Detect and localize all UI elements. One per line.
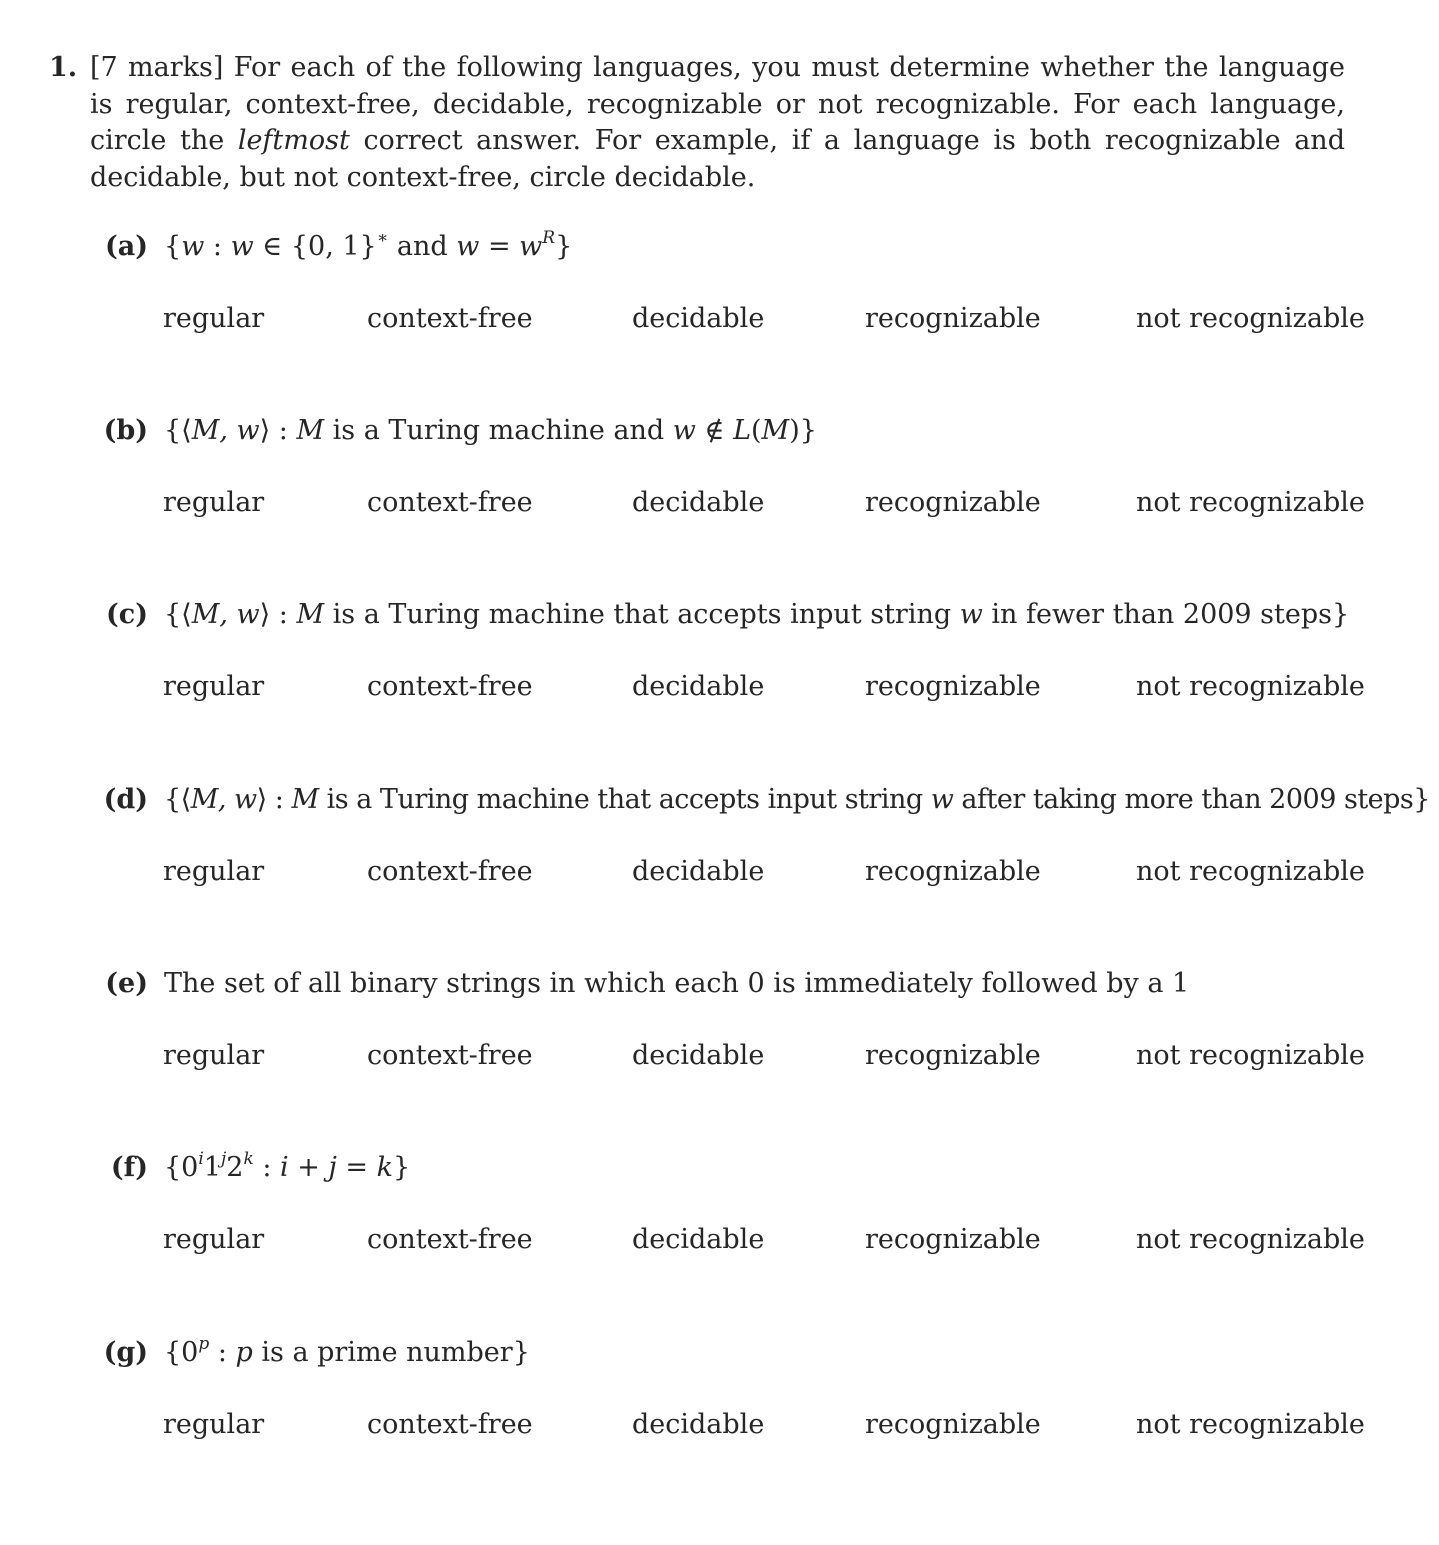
part-label: (f) [110,1152,148,1183]
choice-decidable[interactable]: decidable [632,671,765,702]
choice-not-recognizable[interactable]: not recognizable [1136,303,1365,334]
part-description: {⟨M, w⟩ : M is a Turing machine that accepts input string w in fewer than 2009 steps} [164,599,1350,630]
choice-regular[interactable]: regular [163,671,265,702]
choice-recognizable[interactable]: recognizable [865,487,1041,518]
part-label: (a) [104,231,148,262]
part-g [0,1335,1439,1475]
question-intro [90,50,1345,196]
choice-decidable[interactable]: decidable [632,1409,765,1440]
choice-context-free[interactable]: context-free [367,856,533,887]
choice-row [0,1407,1439,1447]
choice-context-free[interactable]: context-free [367,1040,533,1071]
choice-regular[interactable]: regular [163,1409,265,1440]
part-label: (e) [105,968,148,999]
choice-context-free[interactable]: context-free [367,1409,533,1440]
choice-row [0,669,1439,709]
choice-decidable[interactable]: decidable [632,487,765,518]
choice-decidable[interactable]: decidable [632,303,765,334]
part-description: {0$^p$ : p is a prime number} [164,1334,530,1368]
part-label: (d) [103,784,148,815]
question-number: 1. [49,52,78,83]
choice-context-free[interactable]: context-free [367,303,533,334]
part-e [0,966,1439,1106]
choice-row [0,1038,1439,1078]
part-description: {⟨M, w⟩ : M is a Turing machine that accepts input string w after taking more than 2009 steps} [164,784,1430,815]
part-d [0,782,1439,922]
part-f [0,1150,1439,1290]
choice-decidable[interactable]: decidable [632,1040,765,1071]
intro-emphasis: leftmost [237,125,350,156]
part-label: (c) [106,599,148,630]
choice-decidable[interactable]: decidable [632,1224,765,1255]
choice-recognizable[interactable]: recognizable [865,1224,1041,1255]
choice-not-recognizable[interactable]: not recognizable [1136,487,1365,518]
choice-not-recognizable[interactable]: not recognizable [1136,671,1365,702]
choice-row [0,1222,1439,1262]
choice-recognizable[interactable]: recognizable [865,856,1041,887]
intro-text-b: correct answer. For example, if a language is both recognizable and decidable, but not context-free, circle decidable. [90,125,1345,193]
choice-row [0,854,1439,894]
part-description: {w : w ∈ {0, 1}∗ and $w = w^R$} [164,228,573,262]
part-description: {0$^i$1$^j$2$^k$ : i + j = k} [164,1149,411,1183]
choice-context-free[interactable]: context-free [367,671,533,702]
part-label: (b) [103,415,148,446]
part-label: (g) [103,1337,148,1368]
choice-recognizable[interactable]: recognizable [865,303,1041,334]
part-c [0,597,1439,737]
choice-decidable[interactable]: decidable [632,856,765,887]
choice-not-recognizable[interactable]: not recognizable [1136,1409,1365,1440]
part-description: {⟨M, w⟩ : M is a Turing machine and w ∉ L(M)} [164,415,817,446]
part-description: The set of all binary strings in which each 0 is immediately followed by a 1 [164,968,1190,999]
part-b [0,413,1439,553]
choice-not-recognizable[interactable]: not recognizable [1136,1224,1365,1255]
question-marks: [7 marks] [90,52,224,83]
choice-regular[interactable]: regular [163,487,265,518]
choice-regular[interactable]: regular [163,1224,265,1255]
choice-recognizable[interactable]: recognizable [865,1040,1041,1071]
choice-not-recognizable[interactable]: not recognizable [1136,1040,1365,1071]
choice-regular[interactable]: regular [163,1040,265,1071]
choice-recognizable[interactable]: recognizable [865,671,1041,702]
choice-row [0,485,1439,525]
part-a [0,229,1439,369]
choice-context-free[interactable]: context-free [367,487,533,518]
choice-regular[interactable]: regular [163,856,265,887]
choice-not-recognizable[interactable]: not recognizable [1136,856,1365,887]
choice-recognizable[interactable]: recognizable [865,1409,1041,1440]
choice-row [0,301,1439,341]
choice-regular[interactable]: regular [163,303,265,334]
choice-context-free[interactable]: context-free [367,1224,533,1255]
intro-text-a: For each of the following languages, you must determine whether the language is regular, context-free, decidable, recognizable or not recognizable. For each language, circle the [90,52,1346,156]
